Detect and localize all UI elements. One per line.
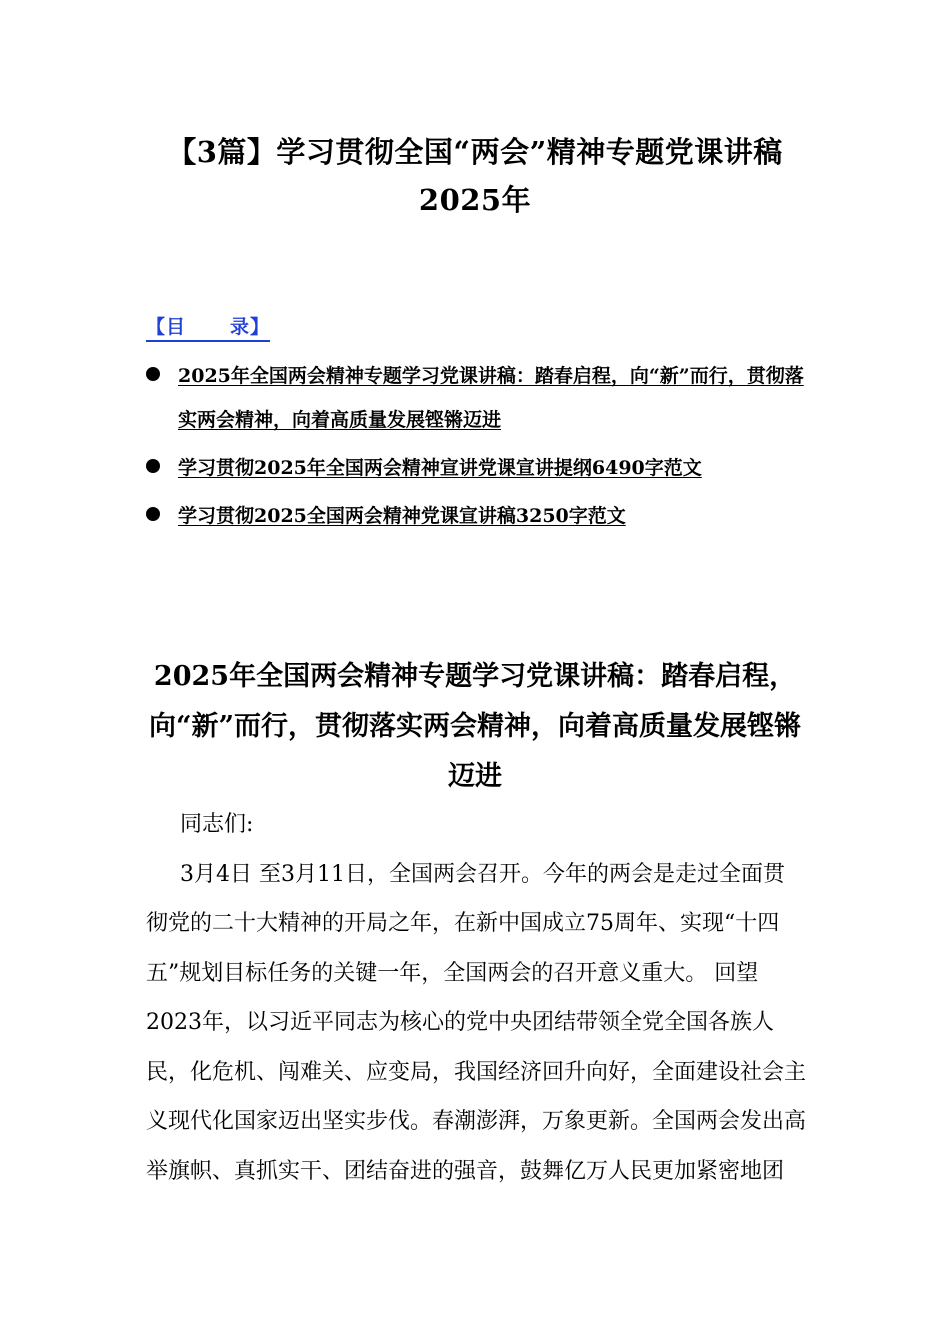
toc-link[interactable]: 学习贯彻2025全国两会精神党课宣讲稿3250字范文: [178, 505, 626, 527]
document-title-line-1: 【3篇】学习贯彻全国“两会”精神专题党课讲稿: [167, 135, 783, 169]
body-paragraph: 3月4日 至3月11日，全国两会召开。今年的两会是走过全面贯彻党的二十大精神的开局之年，在新中国成立75周年、实现“十四五”规划目标任务的关键一年，全国两会的召开意义重大。 回望2023年，以习近平同志为核心的党中央团结带领全党全国各族人民，化危机、闯难关、应变局，我国经济回升向好，全面建设社会主义现代化国家迈出坚实步伐。春潮澎湃，万象更新。全国两会发出高举旗帜、真抓实干、团结奋进的强音，鼓舞亿万人民更加紧密地团: [146, 861, 807, 1184]
bullet-icon: [146, 459, 160, 473]
bullet-icon: [146, 507, 160, 521]
salutation: 同志们:: [180, 812, 254, 837]
body-text: [146, 800, 806, 1196]
bullet-icon: [146, 367, 160, 381]
toc-link[interactable]: 2025年全国两会精神专题学习党课讲稿：踏春启程，向“新”而行，贯彻落实两会精神，向着高质量发展铿锵迈进: [178, 365, 804, 431]
toc-item[interactable]: [146, 494, 806, 538]
toc-item[interactable]: [146, 354, 806, 442]
toc-link[interactable]: 学习贯彻2025年全国两会精神宣讲党课宣讲提纲6490字范文: [178, 457, 702, 479]
document-title-line-2: 2025年: [418, 183, 532, 217]
table-of-contents: [146, 354, 806, 542]
section-title: 2025年全国两会精神专题学习党课讲稿：踏春启程，向“新”而行，贯彻落实两会精神，向着高质量发展铿锵迈进: [148, 661, 802, 792]
toc-heading-right: 录】: [230, 316, 271, 338]
toc-heading-left: 【目: [146, 316, 187, 338]
toc-item[interactable]: [146, 446, 806, 490]
toc-heading: [146, 314, 270, 342]
document-title: [0, 128, 950, 224]
